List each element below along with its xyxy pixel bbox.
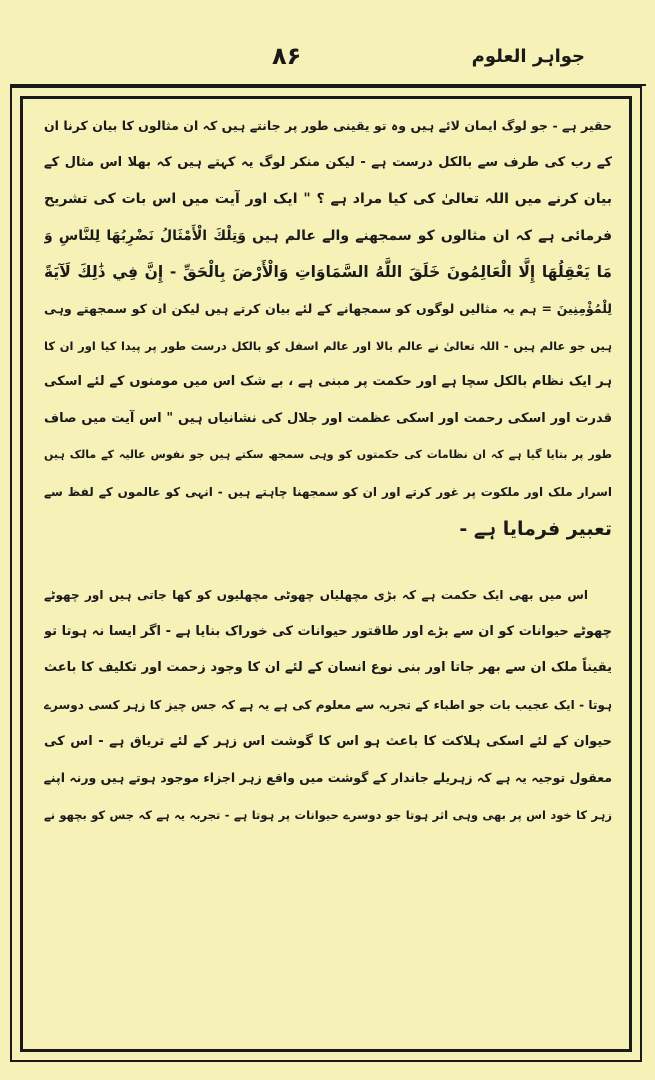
quran-verse-line: مَا يَعْقِلُهَا إِلَّا الْعَالِمُونَ خَلَقَ اللَّهُ السَّمَاوَاتِ وَالْأَرْضَ بِالْحَقِّ - إِنَّ فِي ذَٰلِكَ لَآيَةً — [44, 263, 612, 282]
text-line: لِلْمُؤْمِنِينَ = ہم یہ مثالیں لوگوں کو سمجھانے کے لئے بیان کرتے ہیں لیکن ان کو سمجھتے وہی — [44, 300, 612, 316]
quran-verse-line: فرمائی ہے کہ ان مثالوں کو سمجھنے والے عالم ہیں وَتِلْكَ الْأَمْثَالُ نَضْرِبُهَا لِلنَّاسِ وَ — [44, 227, 612, 244]
text-line: حقیر ہے - جو لوگ ایمان لائے ہیں وہ تو یقینی طور پر جانتے ہیں کہ ان مثالوں کا بیان کرنا ان — [44, 118, 612, 133]
text-line: ہوتا - ایک عجیب بات جو اطباء کے تجربہ سے معلوم کی ہے یہ ہے کہ جس چیز کا زہر کسی دوسرے — [44, 697, 612, 712]
text-line: تعبیر فرمایا ہے - — [459, 517, 612, 540]
running-title: جواہر العلوم — [471, 46, 585, 67]
text-line: بیان کرنے میں اللہ تعالیٰ کی کیا مراد ہے ؟ " ایک اور آیت میں اس بات کی تشریح — [44, 191, 612, 208]
body-text — [44, 108, 612, 833]
paragraph — [44, 577, 612, 833]
text-line: حیوان کے لئے اسکی ہلاکت کا باعث ہو اس کا گوشت اس زہر کے لئے تریاق ہے - اس کی — [44, 733, 612, 749]
paragraph — [44, 108, 612, 547]
page-header — [0, 38, 655, 78]
text-line: قدرت اور اسکی رحمت اور اسکی عظمت اور جلال کی نشانیاں ہیں " اس آیت میں صاف — [44, 410, 612, 426]
text-line: زہر کا خود اس پر بھی وہی اثر ہوتا جو دوسرے حیوانات پر ہوتا ہے - تجربہ یہ ہے کہ جس کو بچھو نے — [44, 807, 612, 822]
text-line: اس میں بھی ایک حکمت ہے کہ بڑی مچھلیاں چھوٹی مچھلیوں کو کھا جاتی ہیں اور چھوٹے — [44, 588, 588, 603]
text-line: یقیناً ملک ان سے بھر جاتا اور بنی نوع انسان کے لئے ان کا وجود زحمت اور تکلیف کا باعث — [44, 660, 612, 676]
paragraph-gap — [44, 547, 612, 577]
text-line: طور پر بتایا گیا ہے کہ ان نظامات کی حکمتوں کو وہی سمجھ سکتے ہیں جو نفوس عالیہ کے مالک ہیں — [44, 448, 612, 462]
page-number: ۸۶ — [272, 42, 302, 70]
text-line: چھوٹے حیوانات کو ان سے بڑے اور طاقتور حیوانات کی خوراک بنایا ہے - اگر ایسا نہ ہوتا تو — [44, 623, 612, 639]
text-line: ہیں جو عالم ہیں - اللہ تعالیٰ نے عالم بالا اور عالم اسفل کو بالکل درست طور پر پیدا کیا اور ان کا — [44, 338, 612, 353]
text-line: ہر ایک نظام بالکل سچا ہے اور حکمت پر مبنی ہے ، بے شک اس میں مومنوں کے لئے اسکی — [44, 374, 612, 390]
text-line: اسرار ملک اور ملکوت پر غور کرتے اور ان کو سمجھنا چاہتے ہیں - انہی کو عالموں کے لفظ سے — [44, 484, 612, 499]
text-line: معقول توجیہ یہ ہے کہ زہریلے جاندار کے گوشت میں واقع زہر اجزاء موجود ہوتے ہیں ورنہ اپنے — [44, 770, 612, 786]
text-line: کے رب کی طرف سے بالکل درست ہے - لیکن منکر لوگ یہ کہتے ہیں کہ بھلا اس مثال کے — [44, 154, 612, 170]
